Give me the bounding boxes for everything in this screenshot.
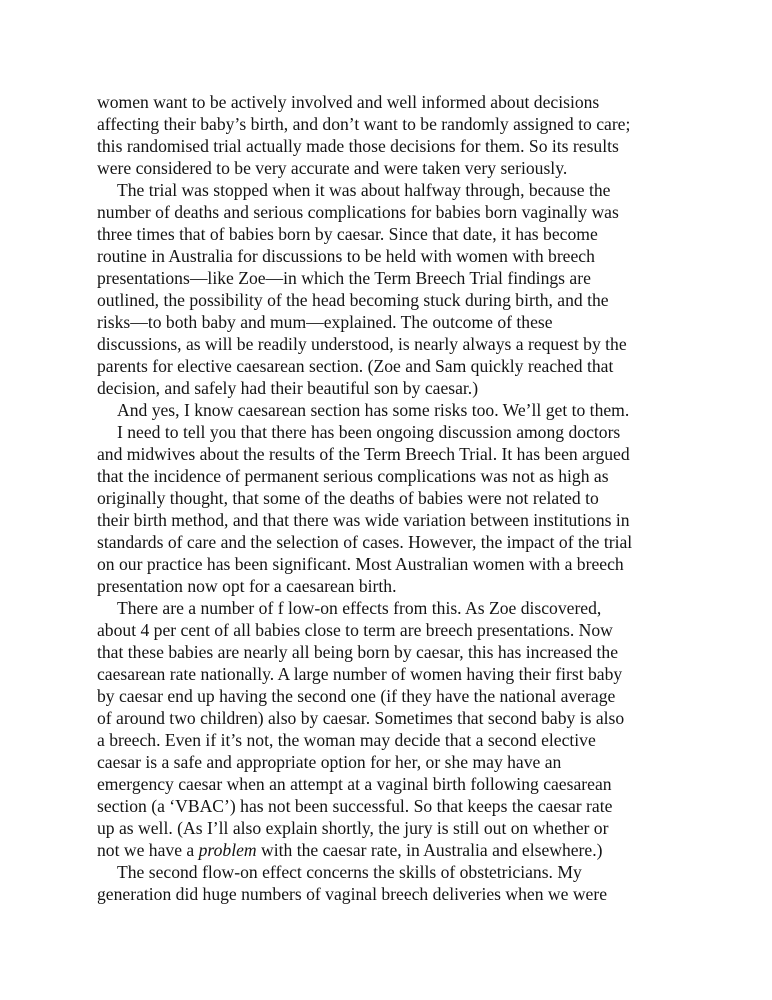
text-line: and midwives about the results of the Term Breech Trial. It has been argued bbox=[97, 444, 630, 464]
text-line: presentations—like Zoe—in which the Term Breech Trial findings are bbox=[97, 268, 591, 288]
text-line: caesar is a safe and appropriate option for her, or she may have an bbox=[97, 752, 562, 772]
body-text bbox=[97, 91, 697, 905]
text-line: their birth method, and that there was wide variation between institutions in bbox=[97, 510, 630, 530]
text-line: women want to be actively involved and well informed about decisions bbox=[97, 92, 600, 112]
text-line: a breech. Even if it’s not, the woman may decide that a second elective bbox=[97, 730, 596, 750]
text-line: number of deaths and serious complications for babies born vaginally was bbox=[97, 202, 619, 222]
text-line: that the incidence of permanent serious complications was not as high as bbox=[97, 466, 609, 486]
text-line: by caesar end up having the second one (if they have the national average bbox=[97, 686, 616, 706]
text-line: three times that of babies born by caesar. Since that date, it has become bbox=[97, 224, 598, 244]
text-line: routine in Australia for discussions to be held with women with breech bbox=[97, 246, 595, 266]
text-line: The second flow-on effect concerns the skills of obstetricians. My bbox=[117, 862, 582, 882]
text-line: emergency caesar when an attempt at a vaginal birth following caesarean bbox=[97, 774, 612, 794]
text-line: parents for elective caesarean section. (Zoe and Sam quickly reached that bbox=[97, 356, 614, 376]
text-line bbox=[97, 839, 697, 861]
text-line: And yes, I know caesarean section has some risks too. We’ll get to them. bbox=[117, 400, 630, 420]
emphasized-word: problem bbox=[198, 840, 257, 860]
text-line: about 4 per cent of all babies close to term are breech presentations. Now bbox=[97, 620, 613, 640]
text-line: section (a ‘VBAC’) has not been successful. So that keeps the caesar rate bbox=[97, 796, 613, 816]
text-line: up as well. (As I’ll also explain shortly, the jury is still out on whether or bbox=[97, 818, 609, 838]
text-line: I need to tell you that there has been ongoing discussion among doctors bbox=[117, 422, 621, 442]
text-line: outlined, the possibility of the head becoming stuck during birth, and the bbox=[97, 290, 609, 310]
text-line: standards of care and the selection of cases. However, the impact of the trial bbox=[97, 532, 633, 552]
paragraph bbox=[97, 597, 697, 861]
text-line: of around two children) also by caesar. Sometimes that second baby is also bbox=[97, 708, 625, 728]
text-line: affecting their baby’s birth, and don’t want to be randomly assigned to care; bbox=[97, 114, 631, 134]
text-line: generation did huge numbers of vaginal breech deliveries when we were bbox=[97, 884, 608, 904]
paragraph bbox=[97, 421, 697, 597]
text-line: this randomised trial actually made those decisions for them. So its results bbox=[97, 136, 619, 156]
text-fragment: not we have a bbox=[97, 840, 199, 860]
text-line: were considered to be very accurate and were taken very seriously. bbox=[97, 158, 568, 178]
text-line: discussions, as will be readily understood, is nearly always a request by the bbox=[97, 334, 627, 354]
text-line: There are a number of f low-on effects from this. As Zoe discovered, bbox=[117, 598, 602, 618]
text-line: risks—to both baby and mum—explained. The outcome of these bbox=[97, 312, 553, 332]
text-line: decision, and safely had their beautiful son by caesar.) bbox=[97, 378, 479, 398]
text-line: on our practice has been significant. Most Australian women with a breech bbox=[97, 554, 624, 574]
text-line: The trial was stopped when it was about halfway through, because the bbox=[117, 180, 611, 200]
text-fragment: with the caesar rate, in Australia and elsewhere.) bbox=[256, 840, 603, 860]
text-line: presentation now opt for a caesarean birth. bbox=[97, 576, 397, 596]
paragraph bbox=[97, 91, 697, 179]
text-line: caesarean rate nationally. A large number of women having their first baby bbox=[97, 664, 623, 684]
paragraph bbox=[97, 399, 697, 421]
text-line: originally thought, that some of the deaths of babies were not related to bbox=[97, 488, 599, 508]
text-line: that these babies are nearly all being born by caesar, this has increased the bbox=[97, 642, 619, 662]
paragraph bbox=[97, 861, 697, 905]
paragraph bbox=[97, 179, 697, 399]
